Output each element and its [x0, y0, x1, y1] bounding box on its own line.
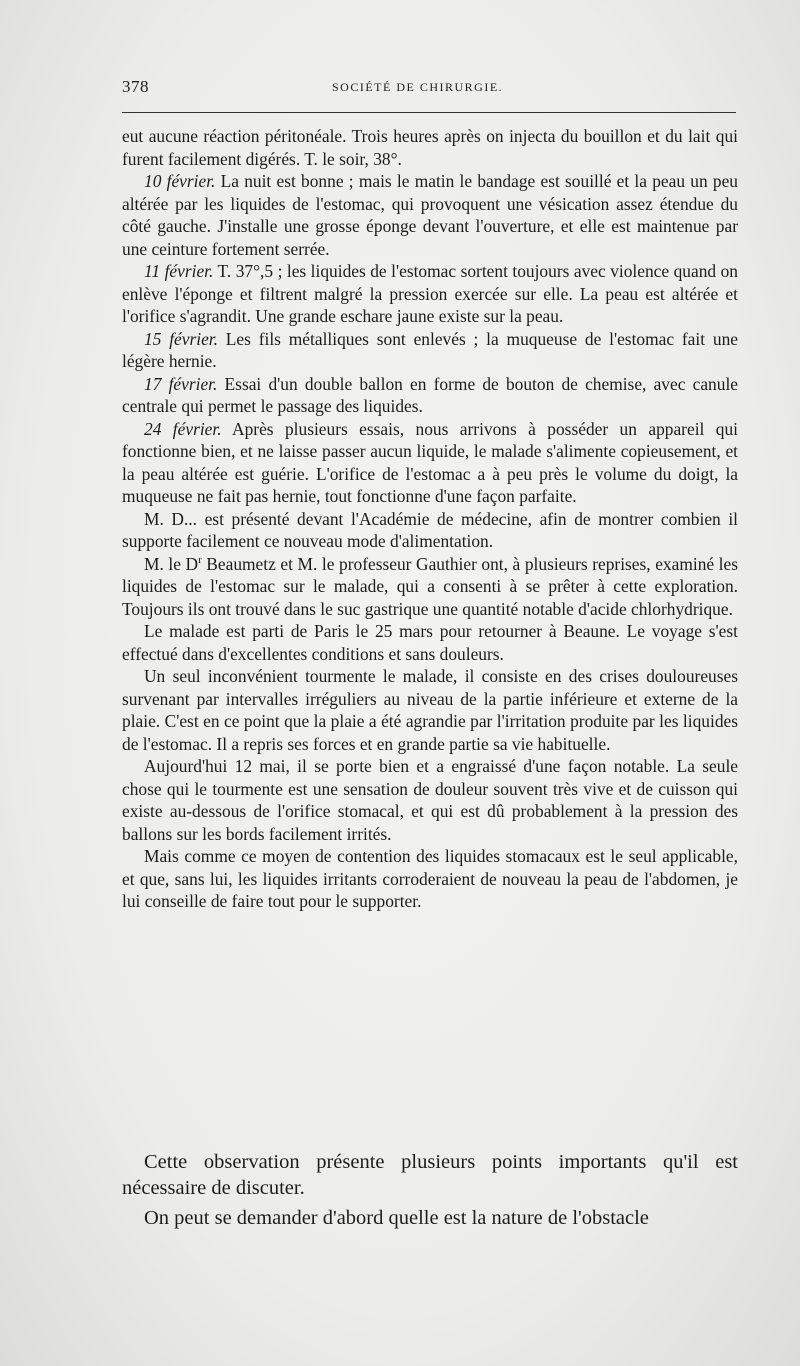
paragraph: [122, 418, 738, 508]
paragraph: [122, 260, 738, 328]
paragraph: [122, 620, 738, 665]
paragraph-text: T. 37°,5 ; les liquides de l'estomac sortent toujours avec violence quand on enlève l'éponge et filtrent malgré la pression exercée sur elle. La peau est altérée et l'orifice s'agrandit. Une grande eschare jaune existe sur la peau.: [122, 261, 738, 326]
paragraph-text: Après plusieurs essais, nous arrivons à posséder un appareil qui fonctionne bien, et ne laisse passer aucun liquide, le malade s'alimente copieusement, et la peau altérée est guérie. L'orifice de l'estomac a à peu près le volume du doigt, la muqueuse ne fait pas hernie, tout fonctionne d'une façon parfaite.: [122, 418, 738, 506]
paragraph: [122, 845, 738, 913]
paragraph-text: Beaumetz et M. le professeur Gauthier ont, à plusieurs reprises, examiné les liquides de l'estomac sur le malade, qui a consenti à se prêter à cette exploration. Toujours ils ont trouvé dans le suc gastrique une quantité notable d'acide chlorhydrique.: [122, 553, 738, 619]
entry-date: 17 février.: [144, 373, 218, 394]
paragraph-text: Un seul inconvénient tourmente le malade, il consiste en des crises douloureuses survenant par intervalles irréguliers au niveau de la partie inférieure et externe de la plaie. C'est en ce point que la plaie a été agrandie par l'irritation produite par les liquides de l'estomac. Il a repris ses forces et en grande partie sa vie habituelle.: [122, 666, 738, 754]
paragraph: [122, 665, 738, 755]
paragraph: [122, 373, 738, 418]
page-header: [122, 77, 736, 101]
paragraph: [122, 125, 738, 170]
paragraph: Cette observation présente plusieurs points importants qu'il est nécessaire de discuter.: [122, 1151, 738, 1199]
paragraph-text: La nuit est bonne ; mais le matin le bandage est souillé et la peau un peu altérée par les liquides de l'estomac, qui provoquent une vésication assez étendue du côté gauche. J'installe une grosse éponge devant l'ouverture, et elle est maintenue par une ceinture fortement serrée.: [122, 171, 738, 259]
paragraph: On peut se demander d'abord quelle est la nature de l'obstacle: [144, 1207, 649, 1229]
superscript: r: [198, 553, 202, 566]
entry-date: 10 février.: [144, 171, 216, 191]
paragraph: [122, 170, 738, 260]
paragraph-text: Le malade est parti de Paris le 25 mars pour retourner à Beaune. Le voyage s'est effectué dans d'excellentes conditions et sans douleurs.: [122, 621, 738, 664]
entry-date: 24 février.: [144, 418, 222, 439]
header-rule: [122, 112, 736, 113]
paragraph-text: M. D... est présenté devant l'Académie de médecine, afin de montrer combien il supporte facilement ce nouveau mode d'alimentation.: [122, 508, 738, 551]
paragraph-prefix: M. le D: [144, 553, 199, 574]
page-number: 378: [122, 77, 149, 96]
paragraph-text: Essai d'un double ballon en forme de bouton de chemise, avec canule centrale qui permet le passage des liquides.: [122, 373, 739, 416]
paragraph-text: Mais comme ce moyen de contention des liquides stomacaux est le seul applicable, et que, sans lui, les liquides irritants corroderaient de nouveau la peau de l'abdomen, je lui conseille de faire tout pour le supporter.: [122, 846, 738, 911]
entry-date: 11 février.: [144, 261, 214, 281]
paragraph: [122, 755, 738, 845]
discussion-text: [122, 1150, 738, 1237]
paragraph-text: Aujourd'hui 12 mai, il se porte bien et a engraissé d'une façon notable. La seule chose qui le tourmente est une sensation de douleur souvent très vive et de cuisson qui existe au-dessous de l'orifice stomacal, et qui est dû probablement à la pression des ballons sur les bords facilement irrités.: [122, 756, 738, 844]
paragraph: [122, 328, 738, 373]
paragraph: [122, 553, 738, 621]
paragraph-text: Les fils métalliques sont enlevés ; la muqueuse de l'estomac fait une légère hernie.: [122, 328, 738, 371]
paragraph-text: eut aucune réaction péritonéale. Trois heures après on injecta du bouillon et du lait qui furent facilement digérés. T. le soir, 38°.: [122, 126, 738, 169]
running-head: SOCIÉTÉ DE CHIRURGIE.: [332, 80, 504, 94]
entry-date: 15 février.: [144, 328, 218, 349]
paragraph: [122, 508, 738, 553]
observation-text: [122, 125, 738, 913]
